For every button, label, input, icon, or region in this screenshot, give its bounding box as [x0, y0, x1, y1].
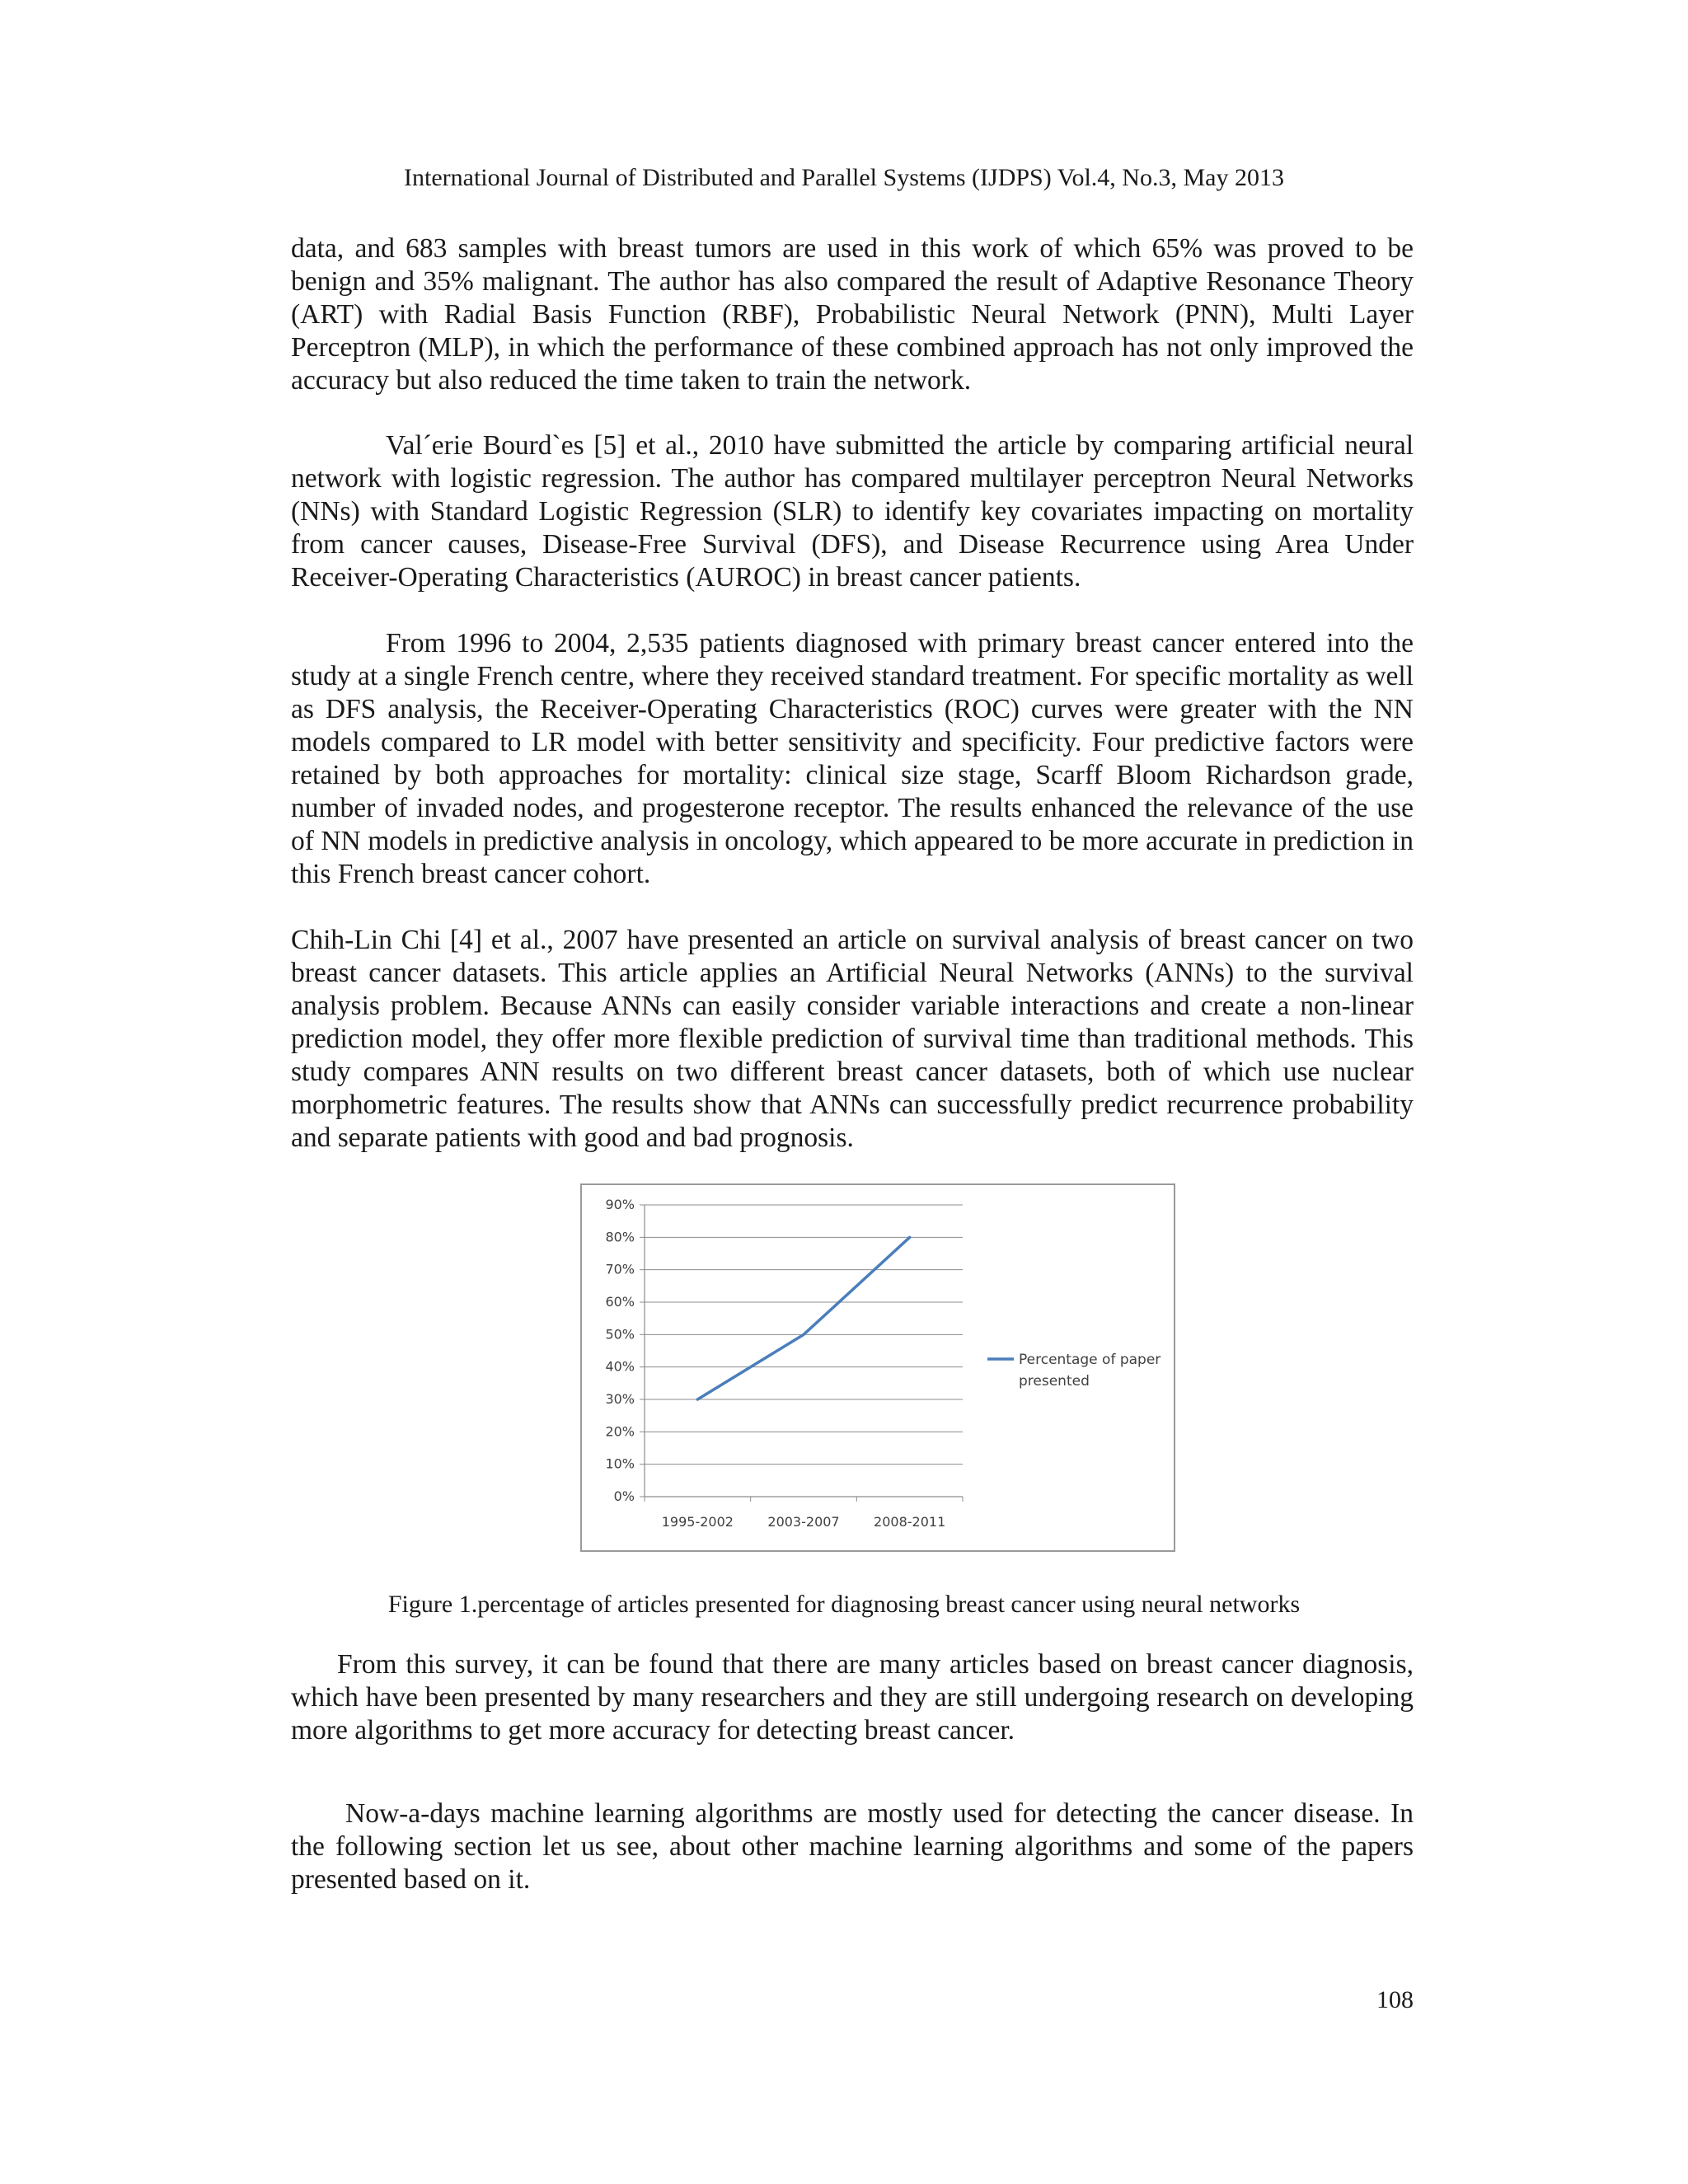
y-tick-label: 90%	[605, 1197, 635, 1212]
page-number: 108	[1376, 1986, 1414, 2013]
paragraph-5-text: From this survey, it can be found that there are many articles based on breast cancer diagnosis, which have been presented by many researchers and they are still undergoing research on developing more algorithms to get more accuracy for detecting breast cancer.	[291, 1649, 1414, 1746]
y-tick-label: 20%	[605, 1423, 635, 1440]
y-tick-label: 50%	[605, 1326, 635, 1343]
y-tick-label: 80%	[605, 1229, 635, 1245]
y-tick-label: 70%	[605, 1261, 635, 1277]
line-chart	[582, 1185, 1177, 1554]
figure-caption: Figure 1.percentage of articles presented for diagnosing breast cancer using neural networks	[387, 1591, 1301, 1618]
legend-label-line-1: Percentage of paper	[1019, 1352, 1161, 1368]
running-header: International Journal of Distributed and Parallel Systems (IJDPS) Vol.4, No.3, May 2013	[404, 164, 1284, 191]
legend-label-line-2: presented	[1019, 1373, 1090, 1390]
y-tick-label: 0%	[613, 1488, 635, 1504]
figure-1-chart	[580, 1183, 1175, 1552]
x-tick-label: 1995-2002	[661, 1514, 734, 1530]
y-tick-label: 40%	[605, 1358, 635, 1375]
series-line	[697, 1237, 909, 1399]
paragraph-1-text: data, and 683 samples with breast tumors are used in this work of which 65% was proved to be benign and 35% malignant. The author has also compared the result of Adaptive Resonance Theory (ART) with Radial Basis Function (RBF), Probabilistic Neural Network (PNN), Multi Layer Perceptron (MLP), in which the performance of these combined approach has not only improved the accuracy but also reduced the time taken to train the network.	[291, 233, 1414, 396]
paragraph-5	[291, 1648, 1414, 1747]
paragraph-3	[291, 627, 1414, 891]
paragraph-6-text: Now-a-days machine learning algorithms are mostly used for detecting the cancer disease. In the following section let us see, about other machine learning algorithms and some of the papers presented based on it.	[291, 1798, 1414, 1895]
paragraph-4	[291, 924, 1414, 1155]
paragraph-2	[291, 429, 1414, 594]
x-tick-label: 2003-2007	[767, 1514, 840, 1530]
paragraph-3-text: From 1996 to 2004, 2,535 patients diagnosed with primary breast cancer entered into the study at a single French centre, where they received standard treatment. For specific mortality as well as DFS analysis, the Receiver-Operating Characteristics (ROC) curves were greater with the NN models compared to LR model with better sensitivity and specificity. Four predictive factors were retained by both approaches for mortality: clinical size stage, Scarff Bloom Richardson grade, number of invaded nodes, and progesterone receptor. The results enhanced the relevance of the use of NN models in predictive analysis in oncology, which appeared to be more accurate in prediction in this French breast cancer cohort.	[291, 628, 1414, 889]
y-tick-label: 30%	[605, 1391, 635, 1407]
y-tick-label: 10%	[605, 1455, 635, 1472]
y-tick-label: 60%	[605, 1294, 635, 1310]
paragraph-4-text: Chih-Lin Chi [4] et al., 2007 have presented an article on survival analysis of breast cancer on two breast cancer datasets. This article applies an Artificial Neural Networks (ANNs) to the survival analysis problem. Because ANNs can easily consider variable interactions and create a non-linear prediction model, they offer more flexible prediction of survival time than traditional methods. This study compares ANN results on two different breast cancer datasets, both of which use nuclear morphometric features. The results show that ANNs can successfully predict recurrence probability and separate patients with good and bad prognosis.	[291, 925, 1414, 1153]
paragraph-2-text: Val´erie Bourd`es [5] et al., 2010 have submitted the article by comparing artificial neural network with logistic regression. The author has compared multilayer perceptron Neural Networks (NNs) with Standard Logistic Regression (SLR) to identify key covariates impacting on mortality from cancer causes, Disease-Free Survival (DFS), and Disease Recurrence using Area Under Receiver-Operating Characteristics (AUROC) in breast cancer patients.	[291, 430, 1414, 593]
x-tick-label: 2008-2011	[874, 1514, 946, 1530]
paragraph-6	[291, 1797, 1414, 1896]
paragraph-1	[291, 232, 1414, 397]
